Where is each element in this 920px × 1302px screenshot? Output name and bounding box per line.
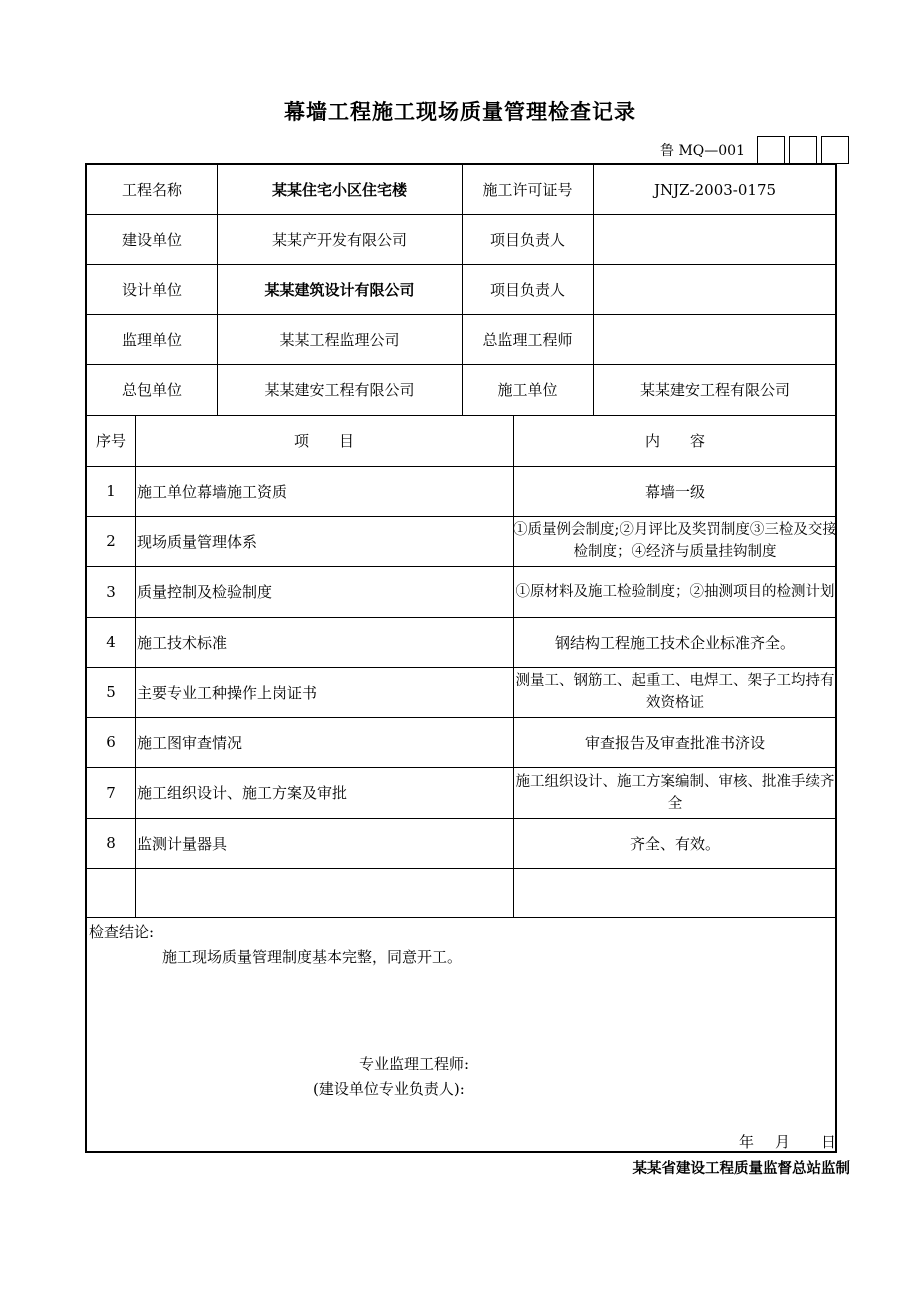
row-content <box>513 868 837 917</box>
supervising-engineer-label: 专业监理工程师: <box>359 1055 470 1073</box>
row-content: 钢结构工程施工技术企业标准齐全。 <box>554 633 795 652</box>
row-item: 施工技术标准 <box>137 633 228 652</box>
row-no: 7 <box>106 783 116 802</box>
row-content: 齐全、有效。 <box>629 834 720 853</box>
label-owner-unit: 建设单位 <box>121 230 182 249</box>
label-design-manager: 项目负责人 <box>489 280 565 299</box>
owner-responsible-label: (建设单位专业负责人): <box>313 1080 465 1098</box>
header-item: 项 目 <box>293 432 354 450</box>
date-day: 日 <box>821 1133 837 1151</box>
form-code-row <box>660 135 849 165</box>
footer-issuer: 某某省建设工程质量监督总站监制 <box>632 1161 850 1177</box>
row-no <box>87 868 135 917</box>
row-no: 2 <box>106 532 116 550</box>
header-content: 内 容 <box>644 432 705 450</box>
row-item <box>135 868 513 917</box>
code-box-1 <box>757 136 785 164</box>
row-item: 主要专业工种操作上岗证书 <box>137 683 318 702</box>
date-month: 月 <box>775 1133 791 1151</box>
row-item: 监测计量器具 <box>137 834 228 853</box>
value-general-contractor: 某某建安工程有限公司 <box>264 381 415 399</box>
row-no: 8 <box>106 834 116 852</box>
value-owner-manager <box>593 214 837 264</box>
value-chief-supervisor <box>593 314 837 364</box>
code-box-3 <box>821 136 849 164</box>
label-project-name: 工程名称 <box>121 181 182 199</box>
value-design-unit: 某某建筑设计有限公司 <box>264 280 415 299</box>
row-item: 质量控制及检验制度 <box>137 583 273 601</box>
header-no: 序号 <box>95 432 126 450</box>
row-no: 5 <box>106 683 116 701</box>
label-construction-unit: 施工单位 <box>497 381 558 399</box>
value-project-name: 某某住宅小区住宅楼 <box>271 181 407 199</box>
row-item: 施工单位幕墙施工资质 <box>137 482 288 501</box>
row-content: ①质量例会制度;②月评比及奖罚制度③三检及交接检制度；④经济与质量挂钩制度 <box>513 522 837 560</box>
row-item: 现场质量管理体系 <box>137 532 258 551</box>
conclusion-label: 检查结论: <box>89 923 155 941</box>
row-content: 幕墙一级 <box>644 482 705 501</box>
row-no: 6 <box>106 733 116 751</box>
row-no: 1 <box>106 482 116 500</box>
value-supervision-unit: 某某工程监理公司 <box>279 330 400 349</box>
label-general-contractor: 总包单位 <box>121 381 182 399</box>
page-title: 幕墙工程施工现场质量管理检查记录 <box>284 100 636 124</box>
row-no: 4 <box>106 633 116 651</box>
value-permit-no: JNJZ-2003-0175 <box>653 180 777 199</box>
value-design-manager <box>593 264 837 314</box>
row-content: ①原材料及施工检验制度；②抽测项目的检测计划 <box>515 583 835 600</box>
form-code: 鲁 MQ—001 <box>660 143 745 159</box>
row-content: 施工组织设计、施工方案编制、审核、批准手续齐全 <box>515 773 835 812</box>
label-supervision-unit: 监理单位 <box>121 330 182 349</box>
row-content: 审查报告及审查批准书济设 <box>584 733 765 752</box>
row-item: 施工图审查情况 <box>137 733 243 752</box>
value-construction-unit: 某某建安工程有限公司 <box>639 381 790 399</box>
label-chief-supervisor: 总监理工程师 <box>482 330 573 349</box>
code-box-2 <box>789 136 817 164</box>
row-content: 测量工、钢筋工、起重工、电焊工、架子工均持有效资格证 <box>515 673 835 711</box>
conclusion-text: 施工现场质量管理制度基本完整，同意开工。 <box>162 948 463 966</box>
label-owner-manager: 项目负责人 <box>489 230 565 249</box>
date-year: 年 <box>739 1133 755 1151</box>
value-owner-unit: 某某产开发有限公司 <box>271 230 407 249</box>
row-item: 施工组织设计、施工方案及审批 <box>137 784 348 802</box>
label-permit-no: 施工许可证号 <box>482 181 573 199</box>
label-design-unit: 设计单位 <box>121 280 182 299</box>
inspection-form <box>85 163 837 1153</box>
row-no: 3 <box>106 582 116 601</box>
